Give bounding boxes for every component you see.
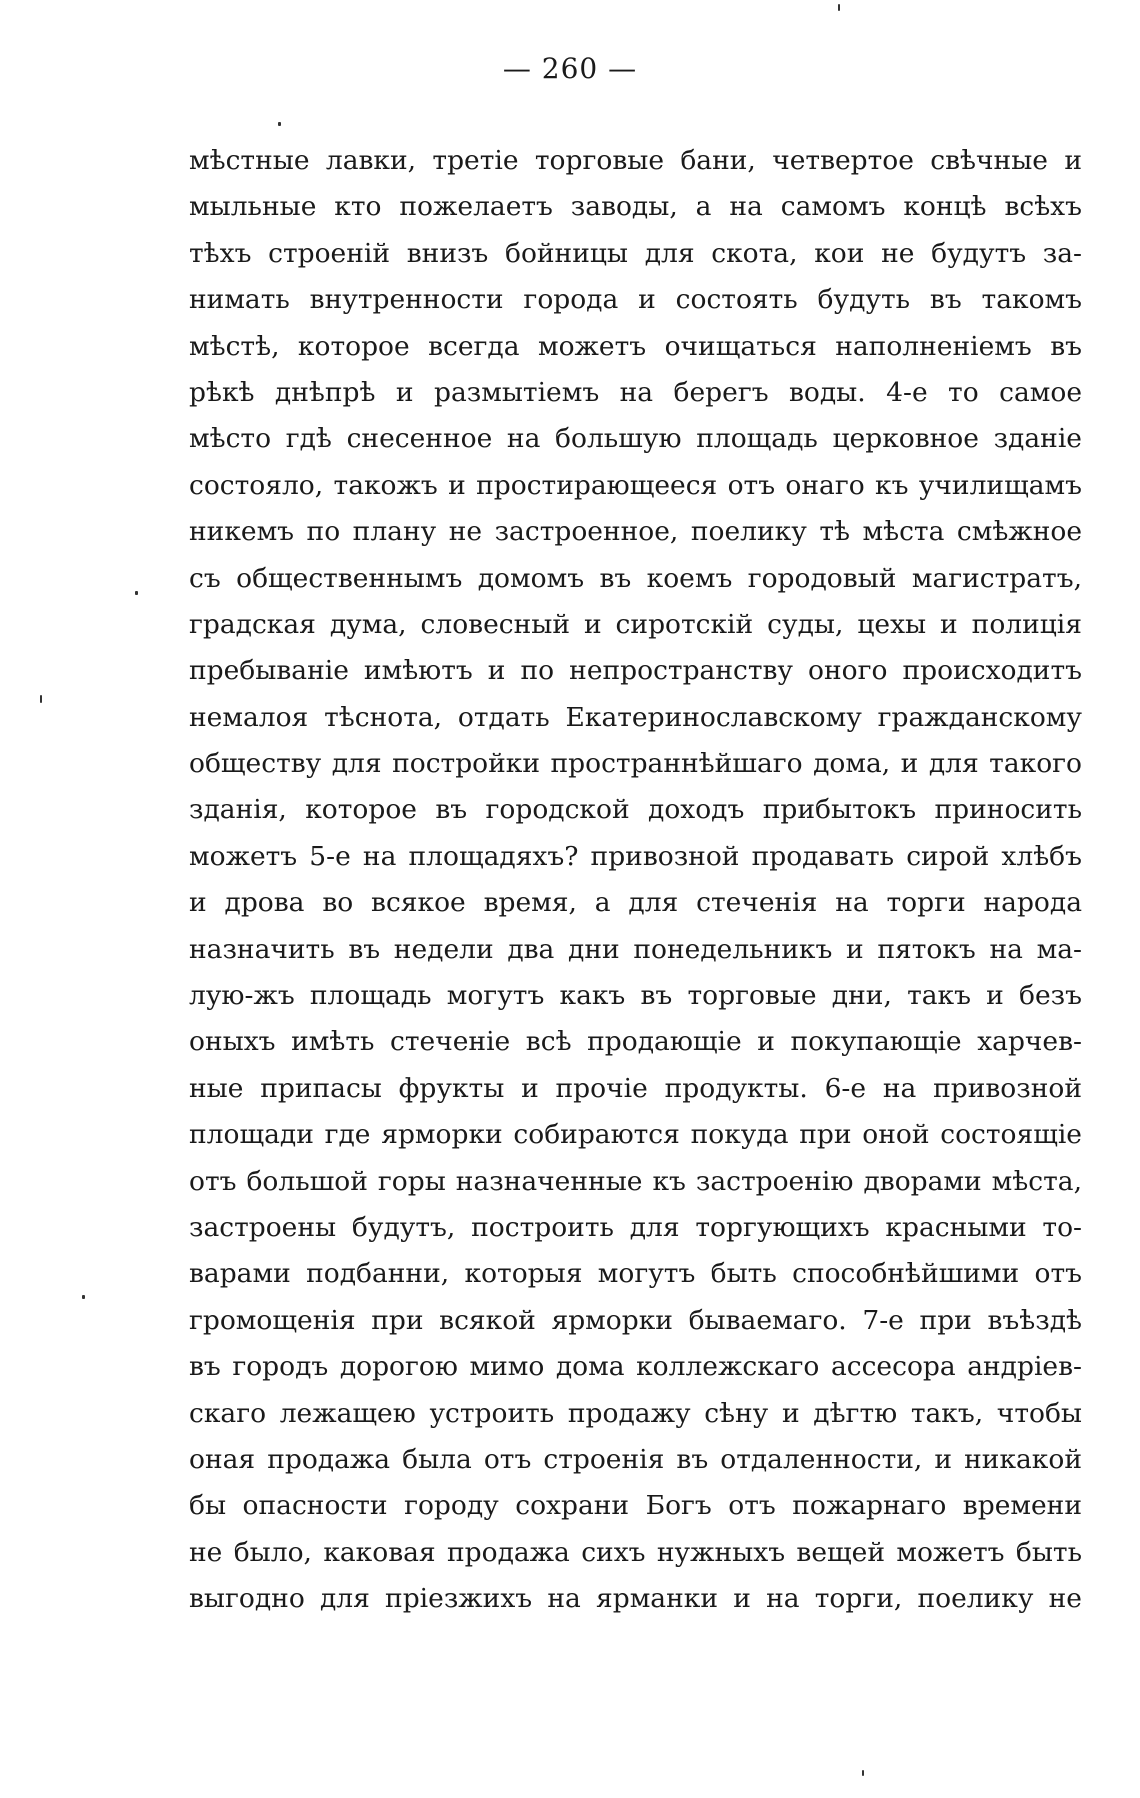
scan-speck [82,1295,85,1299]
text-line: никемъ по плану не застроенное, поелику тѣ мѣста смѣжное [189,516,1082,548]
text-line: площади где ярморки собираются покуда при оной состоящіе [189,1119,1082,1151]
text-line: можетъ 5-е на площадяхъ? привозной продавать сирой хлѣбъ [189,840,1082,872]
scan-speck [135,591,138,595]
body-text [189,138,1082,1623]
text-line: съ общественнымъ домомъ въ коемъ городовый магистратъ, [189,562,1082,594]
text-line: обществу для постройки пространнѣйшаго дома, и для такого [189,748,1082,780]
text-line: немалоя тѣснота, отдать Екатеринославскому гражданскому [189,701,1082,733]
text-line: состояло, такожъ и простирающееся отъ онаго къ училищамъ [189,469,1082,501]
page-number: — 260 — [502,52,638,85]
text-line: не было, каковая продажа сихъ нужныхъ вещей можетъ быть [189,1536,1082,1568]
text-line: оная продажа была отъ строенія въ отдаленности, и никакой [189,1443,1082,1475]
scan-speck [838,4,840,11]
text-line: рѣкѣ днѣпрѣ и размытіемъ на берегъ воды. 4-е то самое [189,376,1082,408]
text-line: отъ большой горы назначенные къ застроенію дворами мѣста, [189,1165,1082,1197]
text-line: бы опасности городу сохрани Богъ отъ пожарнаго времени [189,1490,1082,1522]
text-line: мѣсто гдѣ снесенное на большую площадь церковное зданіе [189,423,1082,455]
text-line: мыльные кто пожелаетъ заводы, а на самомъ концѣ всѣхъ [189,191,1082,223]
text-line: выгодно для пріезжихъ на ярманки и на торги, поелику не [189,1583,1082,1615]
text-line: мѣстѣ, которое всегда можетъ очищаться наполненіемъ въ [189,330,1082,362]
text-line: скаго лежащею устроить продажу сѣну и дѣгтю такъ, чтобы [189,1397,1082,1429]
scan-speck [40,695,42,703]
text-line: оныхъ имѣть стеченіе всѣ продающіе и покупающіе харчев- [189,1026,1082,1058]
text-line: ные припасы фрукты и прочіе продукты. 6-е на привозной [189,1072,1082,1104]
text-line: и дрова во всякое время, а для стеченія на торги народа [189,887,1082,919]
text-line: зданія, которое въ городской доходъ прибытокъ приносить [189,794,1082,826]
text-line: варами подбанни, которыя могутъ быть способнѣйшими отъ [189,1258,1082,1290]
text-line: градская дума, словесный и сиротскій суды, цехы и полиція [189,608,1082,640]
text-line: застроены будутъ, построить для торгующихъ красными то- [189,1211,1082,1243]
text-line: лую-жъ площадь могутъ какъ въ торговые дни, такъ и безъ [189,980,1082,1012]
scan-speck [862,1770,864,1776]
text-line: нимать внутренности города и состоять будуть въ такомъ [189,284,1082,316]
text-line: назначить въ недели два дни понедельникъ и пятокъ на ма- [189,933,1082,965]
text-line: въ городъ дорогою мимо дома коллежскаго ассесора андріев- [189,1351,1082,1383]
text-line: мѣстные лавки, третіе торговые бани, четвертое свѣчные и [189,145,1082,176]
text-line: пребываніе имѣютъ и по непространству оного происходитъ [189,655,1082,687]
text-line: тѣхъ строеній внизъ бойницы для скота, кои не будутъ за- [189,237,1082,269]
scan-speck [278,122,281,126]
text-line: громощенія при всякой ярморки бываемаго. 7-е при въѣздѣ [189,1304,1082,1336]
